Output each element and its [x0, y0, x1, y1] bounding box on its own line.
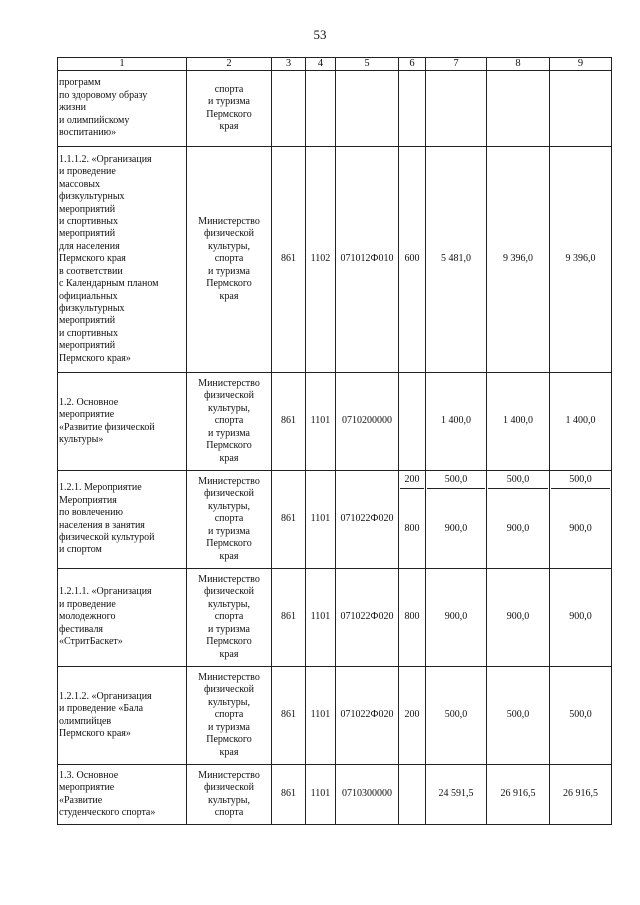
amount-cell [550, 71, 612, 147]
amount-cell: 500,0 [550, 667, 612, 765]
target-item-cell [336, 71, 399, 147]
table-row [58, 471, 612, 569]
amount-value: 900,0 [444, 523, 468, 534]
section-cell: 1101 [306, 471, 336, 569]
amount-cell: 900,0 [426, 569, 487, 667]
column-header: 9 [550, 58, 612, 71]
target-item-cell: 071022Ф020 [336, 569, 399, 667]
amount-split-cell [426, 471, 487, 569]
table-header-row [58, 58, 612, 71]
section-cell: 1101 [306, 373, 336, 471]
amount-cell: 1 400,0 [487, 373, 550, 471]
amount-value: 500,0 [488, 471, 548, 489]
amount-value: 900,0 [506, 523, 530, 534]
section-cell: 1101 [306, 765, 336, 825]
code-cell: 861 [272, 667, 306, 765]
executor-cell: Министерство физической культуры, спорта и туризма Пермского края [187, 147, 272, 373]
amount-cell: 26 916,5 [487, 765, 550, 825]
amount-cell: 9 396,0 [487, 147, 550, 373]
column-header: 2 [187, 58, 272, 71]
amount-cell [426, 71, 487, 147]
amount-cell: 1 400,0 [550, 373, 612, 471]
column-header: 6 [399, 58, 426, 71]
target-item-cell: 0710300000 [336, 765, 399, 825]
target-item-cell: 071022Ф020 [336, 471, 399, 569]
target-item-cell: 071022Ф020 [336, 667, 399, 765]
amount-cell: 9 396,0 [550, 147, 612, 373]
executor-cell: спорта и туризма Пермского края [187, 71, 272, 147]
code-cell: 861 [272, 373, 306, 471]
table-row [58, 765, 612, 825]
executor-cell: Министерство физической культуры, спорта и туризма Пермского края [187, 569, 272, 667]
code-cell: 861 [272, 569, 306, 667]
expense-type-cell [399, 373, 426, 471]
code-cell: 861 [272, 765, 306, 825]
amount-value: 500,0 [427, 471, 485, 489]
expense-type-split-cell [399, 471, 426, 569]
expense-type-cell [399, 765, 426, 825]
expense-type-value: 200 [400, 471, 424, 489]
activity-name-cell: программ по здоровому образу жизни и олимпийскому воспитанию» [58, 71, 187, 147]
amount-split-cell [487, 471, 550, 569]
amount-cell: 1 400,0 [426, 373, 487, 471]
activity-name-cell: 1.2.1.1. «Организация и проведение молодежного фестиваля «СтритБаскет» [58, 569, 187, 667]
amount-cell: 900,0 [550, 569, 612, 667]
expense-type-cell [399, 71, 426, 147]
amount-value: 900,0 [569, 523, 592, 534]
expense-type-cell: 200 [399, 667, 426, 765]
amount-cell [487, 71, 550, 147]
section-cell: 1101 [306, 569, 336, 667]
target-item-cell: 0710200000 [336, 373, 399, 471]
table-row [58, 147, 612, 373]
activity-name-cell: 1.2.1. Мероприятие Мероприятия по вовлечению населения в занятия физической культурой и спортом [58, 471, 187, 569]
page-number: 53 [313, 27, 327, 42]
column-header: 5 [336, 58, 399, 71]
activity-name-cell: 1.2. Основное мероприятие «Развитие физической культуры» [58, 373, 187, 471]
amount-cell: 26 916,5 [550, 765, 612, 825]
table-row [58, 373, 612, 471]
code-cell [272, 71, 306, 147]
budget-table [57, 57, 612, 825]
table-row [58, 71, 612, 147]
section-cell: 1102 [306, 147, 336, 373]
section-cell: 1101 [306, 667, 336, 765]
amount-cell: 900,0 [487, 569, 550, 667]
activity-name-cell: 1.1.1.2. «Организация и проведение массовых физкультурных мероприятий и спортивных мероприятий для населения Пермского края в соответствии с Календарным планом официальных физкультурных мероприятий и спортивных мероприятий Пермского края» [58, 147, 187, 373]
column-header: 7 [426, 58, 487, 71]
executor-cell: Министерство физической культуры, спорта и туризма Пермского края [187, 471, 272, 569]
table-row [58, 569, 612, 667]
expense-type-cell: 600 [399, 147, 426, 373]
amount-split-cell [550, 471, 612, 569]
amount-value: 500,0 [551, 471, 610, 489]
expense-type-cell: 800 [399, 569, 426, 667]
activity-name-cell: 1.2.1.2. «Организация и проведение «Бала олимпийцев Пермского края» [58, 667, 187, 765]
code-cell: 861 [272, 147, 306, 373]
column-header: 3 [272, 58, 306, 71]
column-header: 1 [58, 58, 187, 71]
table-row [58, 667, 612, 765]
amount-cell: 24 591,5 [426, 765, 487, 825]
activity-name-cell: 1.3. Основное мероприятие «Развитие студенческого спорта» [58, 765, 187, 825]
code-cell: 861 [272, 471, 306, 569]
expense-type-value: 800 [404, 523, 420, 534]
amount-cell: 500,0 [487, 667, 550, 765]
amount-cell: 5 481,0 [426, 147, 487, 373]
section-cell [306, 71, 336, 147]
column-header: 4 [306, 58, 336, 71]
column-header: 8 [487, 58, 550, 71]
executor-cell: Министерство физической культуры, спорта и туризма Пермского края [187, 373, 272, 471]
target-item-cell: 071012Ф010 [336, 147, 399, 373]
amount-cell: 500,0 [426, 667, 487, 765]
executor-cell: Министерство физической культуры, спорта [187, 765, 272, 825]
executor-cell: Министерство физической культуры, спорта и туризма Пермского края [187, 667, 272, 765]
